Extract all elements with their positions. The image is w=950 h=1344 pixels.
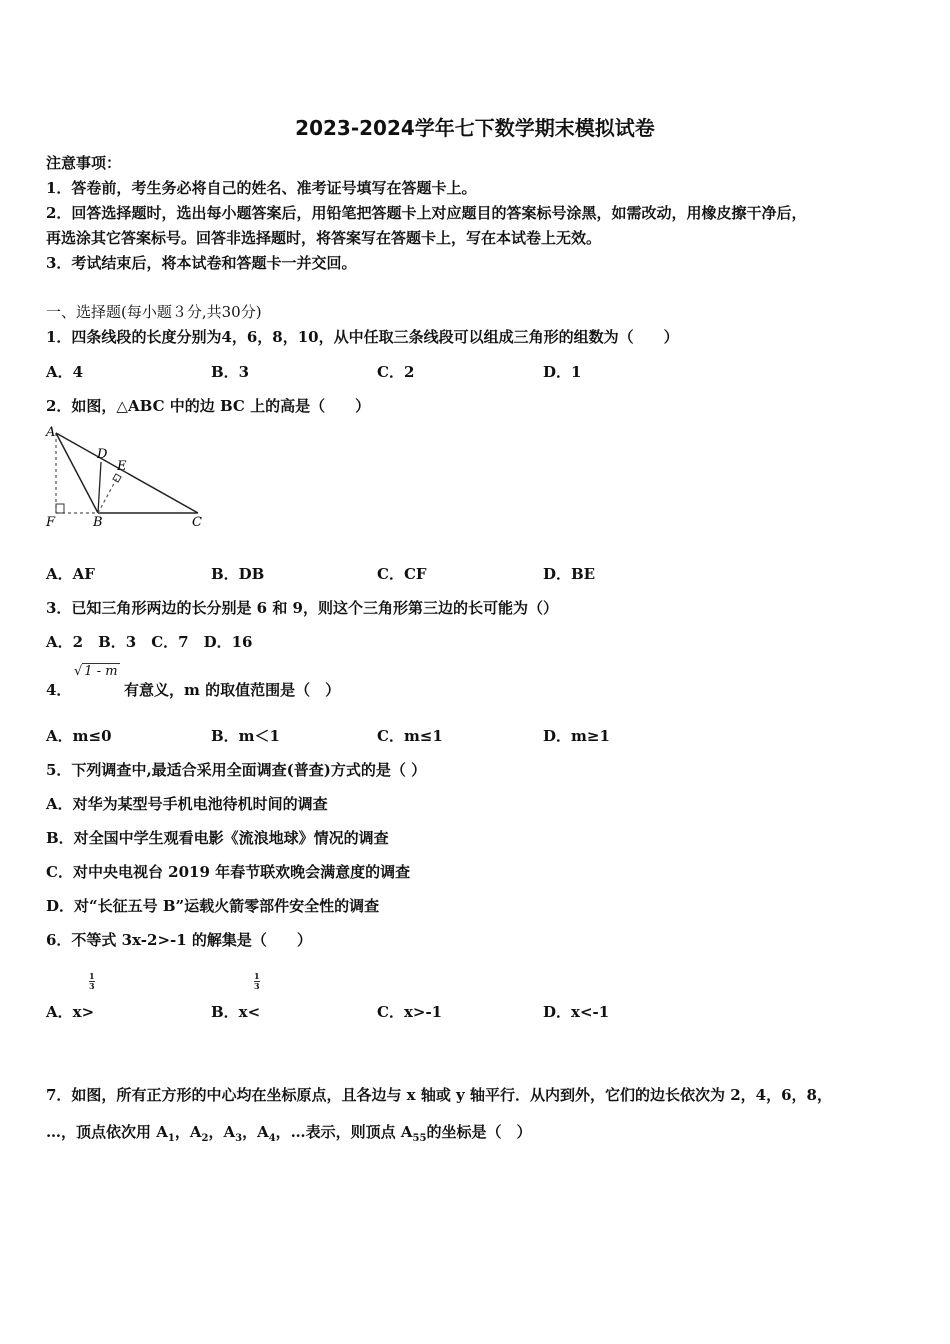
fraction-one-third xyxy=(254,972,260,991)
q4-option-a: A．m≤0 xyxy=(46,727,112,745)
q6-option-b: B．x< xyxy=(211,1003,261,1021)
notice-item: 再选涂其它答案标号。回答非选择题时，将答案写在答题卡上，写在本试卷上无效。 xyxy=(46,229,602,247)
q3-options: A．2 B．3 C．7 D．16 xyxy=(46,633,253,651)
fraction-one-third xyxy=(89,972,95,991)
q7-text: 的坐标是（ ） xyxy=(426,1123,532,1141)
question-3-stem: 3．已知三角形两边的长分别是 6 和 9，则这个三角形第三边的长可能为（） xyxy=(46,599,558,617)
q4-option-d: D．m≥1 xyxy=(543,727,610,745)
fraction-numerator: 1 xyxy=(254,971,260,981)
q5-option-c: C．对中央电视台 2019 年春节联欢晚会满意度的调查 xyxy=(46,863,411,881)
q1-option-a: A．4 xyxy=(46,363,84,381)
notice-item: 3．考试结束后，将本试卷和答题卡一并交回。 xyxy=(46,254,357,272)
q7-text: ，A xyxy=(242,1123,269,1141)
q7-text: ，A xyxy=(208,1123,236,1141)
q5-option-d: D．对“长征五号 B”运载火箭零部件安全性的调查 xyxy=(46,897,380,915)
question-2-stem: 2．如图，△ABC 中的边 BC 上的高是（ ） xyxy=(46,397,371,415)
question-6-stem: 6．不等式 3x-2>-1 的解集是（ ） xyxy=(46,931,312,949)
question-1-stem: 1．四条线段的长度分别为4，6，8，10，从中任取三条线段可以组成三角形的组数为（ ） xyxy=(46,328,679,346)
q7-text: ，A xyxy=(174,1123,202,1141)
radicand: 1 - m xyxy=(84,664,118,679)
label-e: E xyxy=(117,459,127,474)
label-a: A xyxy=(46,425,56,440)
question-7-line-2 xyxy=(46,1121,906,1144)
q6-option-a: A．x> xyxy=(46,1003,95,1021)
question-5-stem: 5．下列调查中,最适合采用全面调查(普查)方式的是（ ） xyxy=(46,761,427,779)
q7-sub: 55 xyxy=(412,1133,427,1144)
q5-option-b: B．对全国中学生观看电影《流浪地球》情况的调查 xyxy=(46,829,389,847)
q2-option-d: D．BE xyxy=(543,565,596,583)
q7-text: …，顶点依次用 A xyxy=(46,1123,168,1141)
q2-option-c: C．CF xyxy=(377,565,427,583)
label-f: F xyxy=(46,515,56,530)
q4-option-b: B．m＜1 xyxy=(211,727,280,745)
question-7-line-1: 7．如图，所有正方形的中心均在坐标原点，且各边与 x 轴或 y 轴平行．从内到外，它们的边长依次为 2，4，6，8， xyxy=(46,1086,832,1104)
label-c: C xyxy=(192,515,202,530)
q7-sub: 1 xyxy=(167,1133,175,1144)
question-4-number: 4． xyxy=(46,681,72,699)
q7-sub: 2 xyxy=(201,1133,209,1144)
q6-option-c: C．x>-1 xyxy=(377,1003,443,1021)
q6-option-d: D．x<-1 xyxy=(543,1003,610,1021)
section-heading: 一、选择题(每小题３分,共30分) xyxy=(46,303,262,321)
q2-option-a: A．AF xyxy=(46,565,95,583)
q5-option-a: A．对华为某型号手机电池待机时间的调查 xyxy=(46,795,328,813)
fraction-numerator: 1 xyxy=(89,971,95,981)
q1-option-d: D．1 xyxy=(543,363,582,381)
q1-option-c: C．2 xyxy=(377,363,415,381)
q2-option-b: B．DB xyxy=(211,565,265,583)
fraction-denominator: 3 xyxy=(254,981,260,991)
sqrt-expression: √ 1 - m xyxy=(74,664,118,679)
label-b: B xyxy=(93,515,103,530)
page-title: 2023-2024学年七下数学期末模拟试卷 xyxy=(295,116,655,140)
notice-heading: 注意事项： xyxy=(46,154,122,172)
fraction-denominator: 3 xyxy=(89,981,95,991)
triangle-figure xyxy=(40,420,220,535)
q7-sub: 3 xyxy=(235,1133,243,1144)
q7-text: ，…表示，则顶点 A xyxy=(275,1123,413,1141)
q1-option-b: B．3 xyxy=(211,363,250,381)
label-d: D xyxy=(97,447,108,462)
notice-item: 2．回答选择题时，选出每小题答案后，用铅笔把答题卡上对应题目的答案标号涂黑，如需改动，用橡皮擦干净后， xyxy=(46,204,807,222)
q7-sub: 4 xyxy=(268,1133,276,1144)
notice-item: 1．答卷前，考生务必将自己的姓名、准考证号填写在答题卡上。 xyxy=(46,179,477,197)
q4-option-c: C．m≤1 xyxy=(377,727,443,745)
question-4-stem: 有意义，m 的取值范围是（ ） xyxy=(124,681,341,699)
